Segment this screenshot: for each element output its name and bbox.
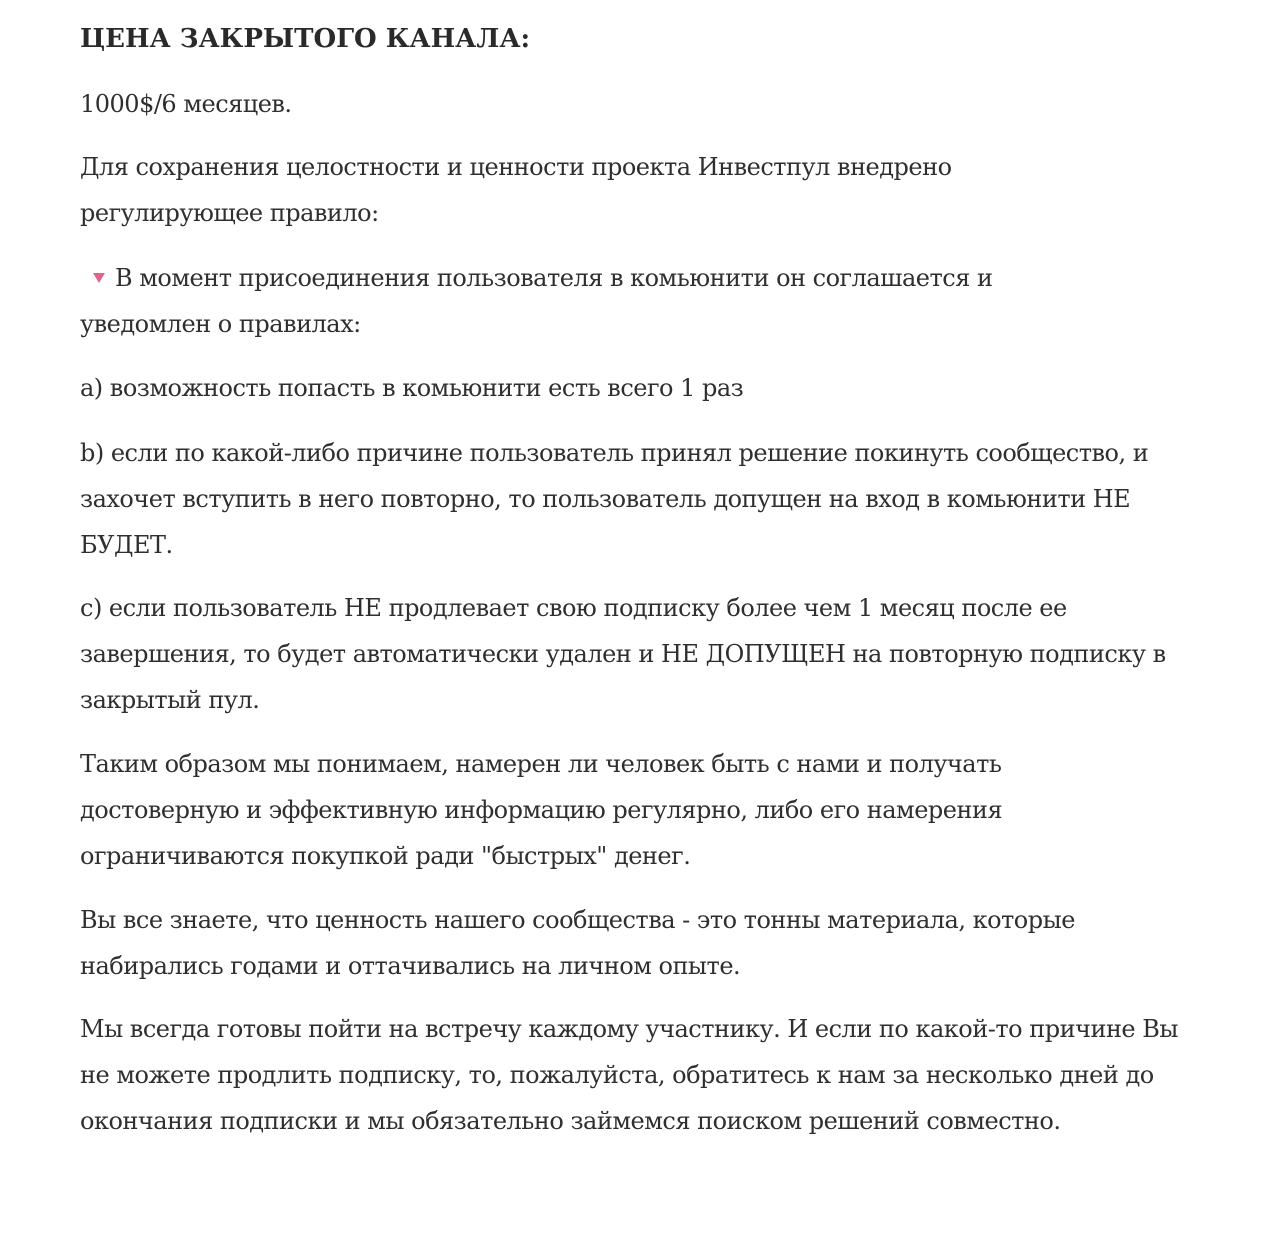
- rule-c: c) если пользователь НЕ продлевает свою подписку более чем 1 месяц после ее завершения, то будет автоматически удален и НЕ ДОПУЩЕН на повторную подписку в закрытый пул.: [80, 594, 1166, 714]
- rule-b: b) если по какой-либо причине пользователь принял решение покинуть сообщество, и захочет вступить в него повторно, то пользователь допущен на вход в комьюнити НЕ БУДЕТ.: [80, 439, 1149, 559]
- rule-lead-paragraph: [80, 255, 1120, 347]
- summary-paragraph: Таким образом мы понимаем, намерен ли человек быть с нами и получать достоверную и эффективную информацию регулярно, либо его намерения ограничиваются покупкой ради "быстрых" денег.: [80, 750, 1003, 870]
- value-paragraph: Вы все знаете, что ценность нашего сообщества - это тонны материала, которые набирались годами и оттачивались на личном опыте.: [80, 906, 1075, 980]
- support-paragraph: Мы всегда готовы пойти на встречу каждому участнику. И если по какой-то причине Вы не можете продлить подписку, то, пожалуйста, обратитесь к нам за несколько дней до окончания подписки и мы обязательно займемся поиском решений совместно.: [80, 1015, 1179, 1135]
- triangle-bullet-icon: [93, 273, 105, 283]
- rule-lead-text: В момент присоединения пользователя в комьюнити он соглашается и уведомлен о правилах:: [80, 264, 993, 338]
- rule-a: a) возможность попасть в комьюнити есть всего 1 раз: [80, 374, 744, 402]
- page-title: ЦЕНА ЗАКРЫТОГО КАНАЛА:: [80, 24, 531, 54]
- price-text: 1000$/6 месяцев.: [80, 90, 292, 118]
- intro-paragraph: Для сохранения целостности и ценности проекта Инвестпул внедрено регулирующее правило:: [80, 153, 952, 227]
